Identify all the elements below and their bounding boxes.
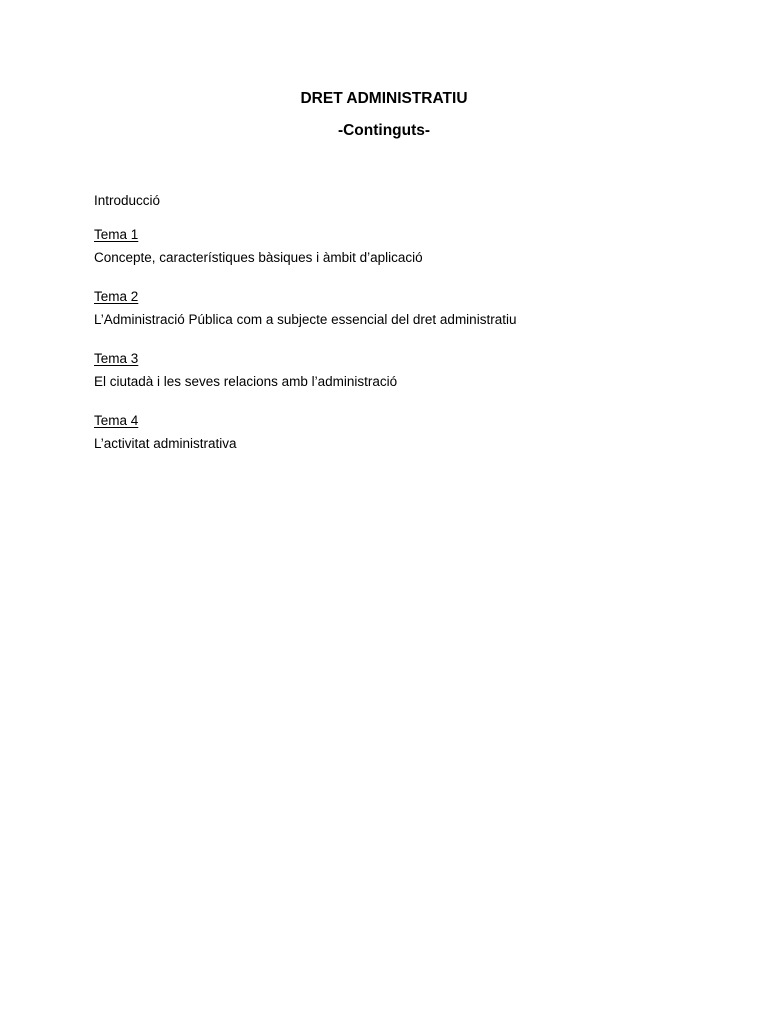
- topic-description: Concepte, característiques bàsiques i àmbit d’aplicació: [94, 250, 423, 265]
- document-title: DRET ADMINISTRATIU: [300, 90, 468, 107]
- topic-heading: Tema 3: [94, 351, 139, 366]
- topic-item-2: [94, 288, 694, 329]
- document-subtitle: -Continguts-: [337, 122, 431, 139]
- topic-list: [94, 226, 694, 474]
- topic-heading: Tema 1: [94, 227, 139, 242]
- topic-heading: Tema 4: [94, 413, 139, 428]
- topic-item-3: [94, 350, 694, 391]
- topic-description: L’Administració Pública com a subjecte essencial del dret administratiu: [94, 312, 517, 327]
- topic-heading: Tema 2: [94, 289, 139, 304]
- topic-description: L’activitat administrativa: [94, 436, 237, 451]
- topic-item-4: [94, 412, 694, 453]
- topic-description: El ciutadà i les seves relacions amb l’administració: [94, 374, 398, 389]
- topic-item-1: [94, 226, 694, 267]
- intro-text: Introducció: [94, 193, 161, 208]
